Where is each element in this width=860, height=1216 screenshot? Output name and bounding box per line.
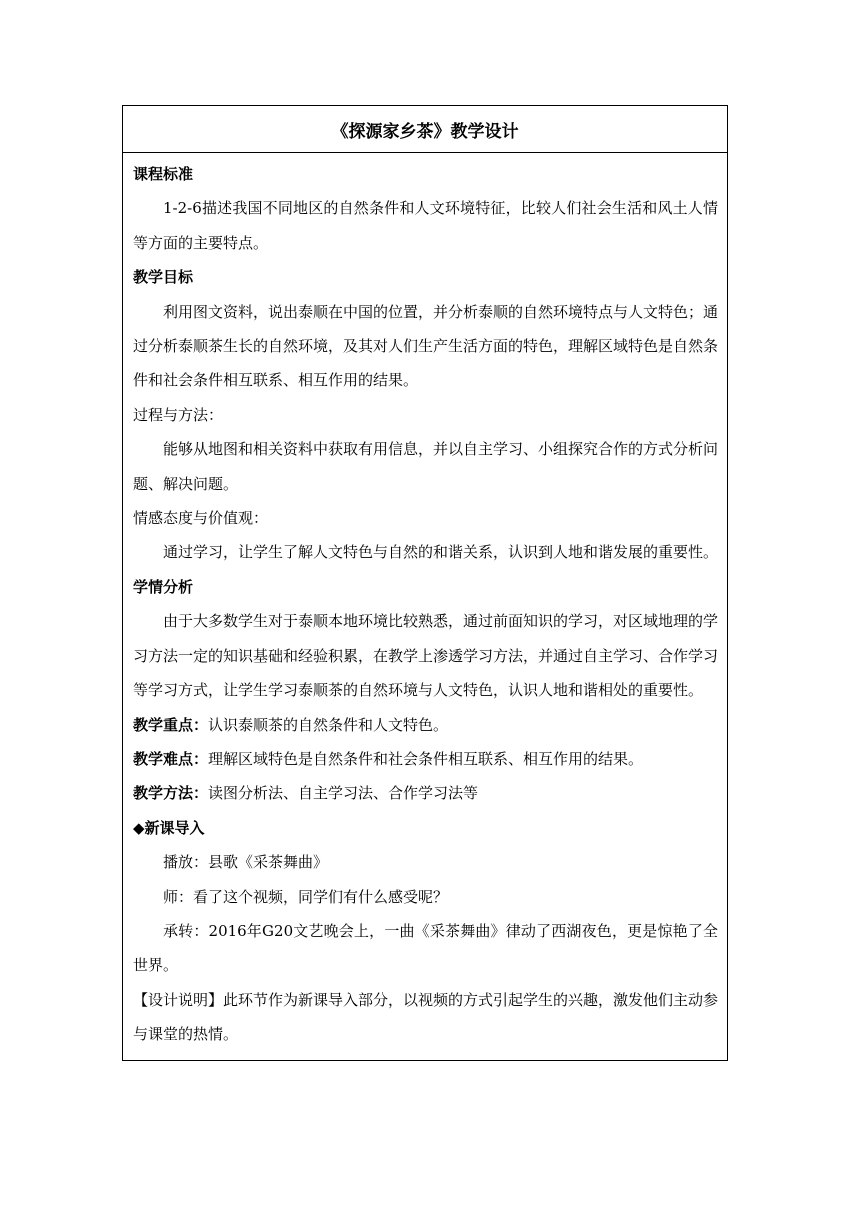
key-point-text: 认识泰顺茶的自然条件和人文特色。 (208, 715, 449, 734)
design-note: 【设计说明】此环节作为新课导入部分，以视频的方式引起学生的兴趣，激发他们主动参与课堂的热情。 (133, 990, 719, 1044)
process-label: 过程与方法： (133, 405, 224, 424)
curriculum-heading: 课程标准 (133, 165, 194, 183)
process-text: 能够从地图和相关资料中获取有用信息，并以自主学习、小组探究合作的方式分析问题、解决问题。 (133, 440, 719, 493)
key-point-label: 教学重点： (133, 715, 209, 734)
difficulty-label: 教学难点： (133, 749, 209, 768)
goals-heading: 教学目标 (133, 268, 194, 287)
intro-heading: ◆新课导入 (133, 818, 205, 837)
emotion-label: 情感态度与价值观： (133, 509, 269, 528)
method-label: 教学方法： (133, 784, 209, 803)
lesson-content-cell (123, 153, 727, 1060)
emotion-text: 通过学习，让学生了解人文特色与自然的和谐关系，认识到人地和谐发展的重要性。 (163, 543, 719, 562)
difficulty-line (133, 742, 718, 776)
key-point-line (133, 708, 718, 742)
difficulty-text: 理解区域特色是自然条件和社会条件相互联系、相互作用的结果。 (208, 749, 644, 768)
analysis-heading: 学情分析 (133, 577, 194, 596)
curriculum-text: 1-2-6描述我国不同地区的自然条件和人文环境特征，比较人们社会生活和风土人情等方面的主要特点。 (133, 199, 718, 252)
goals-text: 利用图文资料，说出泰顺在中国的位置，并分析泰顺的自然环境特点与人文特色；通过分析泰顺茶生长的自然环境，及其对人们生产生活方面的特色，理解区域特色是自然条件和社会条件相互联系、相互作用的结果。 (133, 302, 719, 390)
method-line (133, 776, 718, 810)
play-text: 播放：县歌《采茶舞曲》 (163, 853, 329, 872)
document-title: 《探源家乡茶》教学设计 (123, 106, 727, 153)
analysis-text: 由于大多数学生对于泰顺本地环境比较熟悉，通过前面知识的学习，对区域地理的学习方法一定的知识基础和经验积累，在教学上渗透学习方法，并通过自主学习、合作学习等学习方式，让学生学习泰顺茶的自然环境与人文特色，认识人地和谐相处的重要性。 (133, 612, 719, 700)
lesson-plan-table (122, 105, 728, 1061)
transition-text: 承转：2016年G20文艺晚会上，一曲《采茶舞曲》律动了西湖夜色，更是惊艳了全世界。 (133, 921, 718, 975)
method-text: 读图分析法、自主学习法、合作学习法等 (208, 784, 479, 803)
teacher-question: 师：看了这个视频，同学们有什么感受呢？ (163, 887, 449, 906)
